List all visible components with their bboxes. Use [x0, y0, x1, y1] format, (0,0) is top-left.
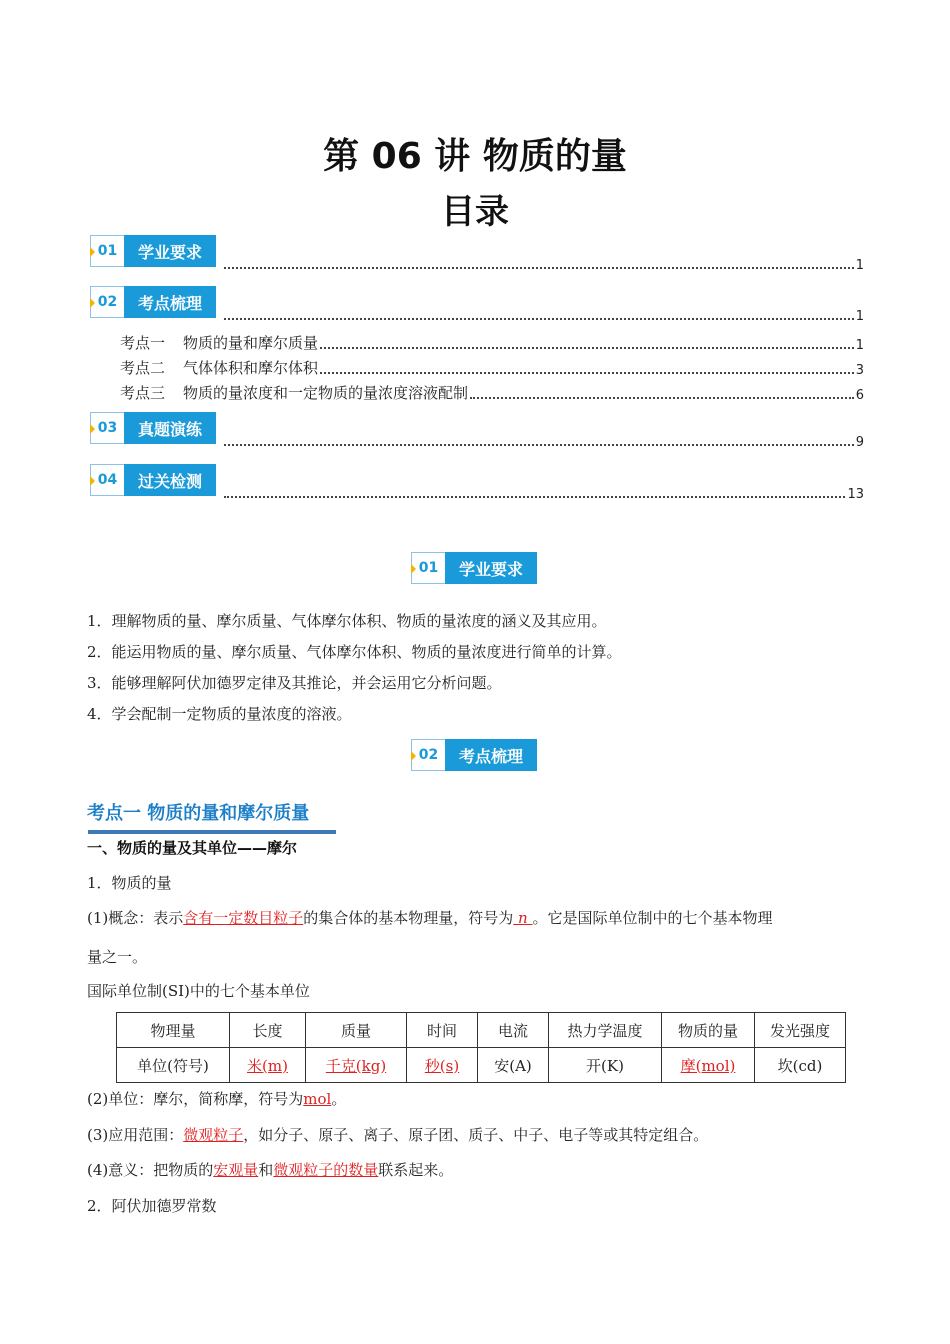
document-title: 第 06 讲 物质的量 — [323, 136, 627, 177]
toc-sub-prefix: 考点一 — [120, 334, 166, 352]
item-heading: 2．阿伏加德罗常数 — [87, 1197, 217, 1215]
toc-badge-3[interactable] — [90, 411, 216, 445]
dot-leader — [224, 444, 854, 446]
dot-leader — [224, 496, 845, 498]
badge-number: 04 — [90, 464, 124, 496]
section-heading: 考点一 物质的量和摩尔质量 — [87, 803, 310, 824]
badge-number: 01 — [411, 552, 445, 584]
table-caption: 国际单位制(SI)中的七个基本单位 — [87, 982, 310, 1000]
toc-title: 目录 — [441, 192, 509, 232]
table-row: 单位(符号) 米(m) 千克(kg) 秒(s) 安(A) 开(K) 摩(mol) 坎(cd) — [117, 1048, 846, 1083]
toc-page: 9 — [855, 435, 864, 450]
toc-page: 1 — [855, 258, 864, 273]
badge-label: 考点梳理 — [124, 286, 216, 318]
toc-page: 3 — [855, 363, 864, 378]
toc-sub-entry[interactable] — [120, 332, 864, 353]
toc-entry[interactable] — [222, 309, 864, 324]
toc-badge-1[interactable] — [90, 234, 216, 268]
heading-underline — [88, 830, 336, 834]
sub-heading: 一、物质的量及其单位——摩尔 — [87, 839, 298, 857]
requirement-item: 4．学会配制一定物质的量浓度的溶液。 — [87, 705, 352, 723]
toc-sub-entry[interactable] — [120, 382, 864, 403]
toc-page: 1 — [855, 338, 864, 353]
toc-sub-entry[interactable] — [120, 357, 864, 378]
toc-page: 6 — [855, 388, 864, 403]
toc-sub-text: 气体体积和摩尔体积 — [183, 359, 319, 377]
toc-entry[interactable] — [222, 435, 864, 450]
badge-label: 学业要求 — [445, 552, 537, 584]
table-row: 物理量 长度 质量 时间 电流 热力学温度 物质的量 发光强度 — [117, 1013, 846, 1048]
unit-paragraph: (2)单位：摩尔，简称摩，符号为mol。 — [87, 1090, 347, 1108]
toc-entry[interactable] — [222, 487, 864, 502]
dot-leader — [320, 347, 854, 349]
item-heading: 1．物质的量 — [87, 874, 172, 892]
badge-label: 考点梳理 — [445, 739, 537, 771]
badge-label: 真题演练 — [124, 412, 216, 444]
toc-page: 1 — [855, 309, 864, 324]
meaning-paragraph: (4)意义：把物质的宏观量和微观粒子的数量联系起来。 — [87, 1161, 454, 1179]
si-units-table — [116, 1012, 846, 1083]
badge-number: 02 — [90, 286, 124, 318]
section-badge-2 — [411, 738, 537, 772]
toc-page: 13 — [847, 487, 864, 502]
badge-number: 01 — [90, 235, 124, 267]
toc-sub-prefix: 考点二 — [120, 359, 166, 377]
badge-number: 02 — [411, 739, 445, 771]
dot-leader — [224, 267, 854, 269]
toc-badge-2[interactable] — [90, 285, 216, 319]
dot-leader — [470, 397, 854, 399]
badge-number: 03 — [90, 412, 124, 444]
toc-sub-text: 物质的量和摩尔质量 — [183, 334, 319, 352]
concept-paragraph: (1)概念：表示含有一定数目粒子的集合体的基本物理量，符号为 n 。它是国际单位制中的七个基本物理 — [87, 909, 773, 927]
toc-sub-text: 物质的量浓度和一定物质的量浓度溶液配制 — [183, 384, 469, 402]
toc-entry[interactable] — [222, 258, 864, 273]
toc-badge-4[interactable] — [90, 463, 216, 497]
requirement-item: 1．理解物质的量、摩尔质量、气体摩尔体积、物质的量浓度的涵义及其应用。 — [87, 612, 607, 630]
badge-label: 学业要求 — [124, 235, 216, 267]
toc-sub-prefix: 考点三 — [120, 384, 166, 402]
dot-leader — [320, 372, 854, 374]
section-badge-1 — [411, 551, 537, 585]
scope-paragraph: (3)应用范围：微观粒子，如分子、原子、离子、原子团、质子、中子、电子等或其特定组合。 — [87, 1126, 709, 1144]
requirement-item: 2．能运用物质的量、摩尔质量、气体摩尔体积、物质的量浓度进行简单的计算。 — [87, 643, 622, 661]
requirement-item: 3．能够理解阿伏加德罗定律及其推论，并会运用它分析问题。 — [87, 674, 502, 692]
concept-continuation: 量之一。 — [87, 948, 148, 966]
dot-leader — [224, 318, 854, 320]
badge-label: 过关检测 — [124, 464, 216, 496]
